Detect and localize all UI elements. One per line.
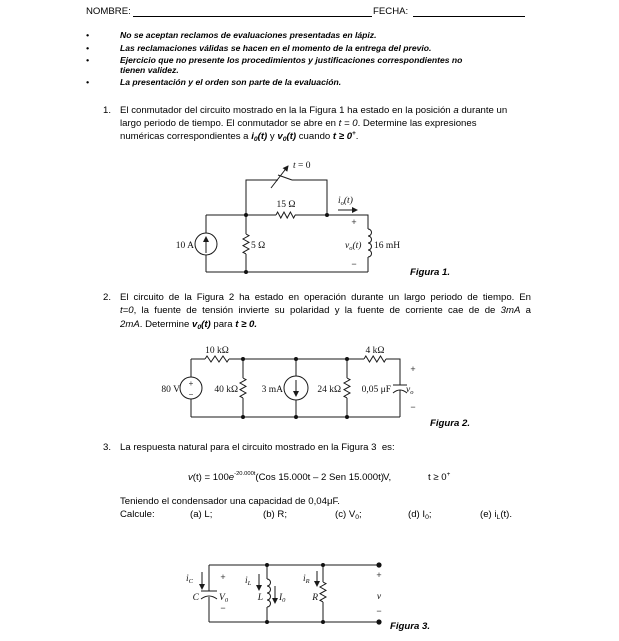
resistor-24k-label: 24 kΩ [317,385,341,395]
ask-c: (c) $V_0$; [335,509,362,521]
problem-1-line-3: numéricas correspondientes a $i_0(t)$ y $v_0(t)$ cuando t ≥ 0+. [120,130,359,143]
source-plus-sign: + [188,379,194,388]
minus-sign: − [220,603,226,613]
resistor-24k [344,378,350,398]
inductor-16mh [368,229,372,257]
name-label: NOMBRE: [86,6,131,17]
node-dot [241,415,245,419]
plus-sign: + [376,570,382,580]
natural-response-equation: $v(t) = 100e^{-20.000t}(Cos$ 15.000t – 2 Sen 15.000t) [188,471,384,483]
node-dot [244,213,248,217]
figure-2-caption: Figura 2. [430,418,470,429]
node-dot [294,357,298,361]
capacitor-label: 0,05 μF [361,385,391,395]
resistor-10k-label: 10 kΩ [205,346,229,356]
problem-number: 3. [103,442,112,453]
figure-3-caption: Figura 3. [390,621,430,632]
equation-unit: V, [383,472,392,483]
inductor-l [267,579,271,607]
current-i0-label: $I_0$ [279,593,286,604]
node-dot [244,270,248,274]
switch-arrow-icon [271,166,288,188]
resistor-4k [364,356,386,362]
bullet-icon: • [86,30,90,40]
problem-2-line-1: El circuito de la Figura 2 ha estado en operación durante un largo periodo de tiempo. En [120,292,531,303]
equation-condition: t ≥ 0+ [428,471,451,483]
problem-3-intro: La respuesta natural para el circuito mostrado en la Figura 3 es: [120,442,395,453]
node-dot [321,620,325,624]
bullet-icon: • [86,43,90,53]
resistor-15-ohm [276,212,295,218]
voltage-source-label: 80 V [161,385,180,395]
problem-1-line-2: largo periodo de tiempo. El conmutador se abre en t = 0. Determine las expresiones [120,118,477,129]
figure-3-circuit [186,562,382,624]
node-dot [241,357,245,361]
resistor-5-label: 5 Ω [251,241,266,251]
ask-b: (b) R; [263,509,287,520]
current-io-label: $i_o(t)$ [338,196,353,207]
capacitor-c-label: C [192,593,199,603]
node-dot [345,357,349,361]
current-ir-label: $i_R$ [303,574,310,585]
minus-sign: − [376,606,382,616]
voltage-v-label: v [376,592,382,602]
capacitor-given: Teniendo el condensador una capacidad de 0,04μF. [120,496,340,507]
problem-2-line-2: t=0, la fuente de tensión invierte su polaridad y la fuente de corriente cae de de 3mA a [120,305,531,316]
node-dot [265,620,269,624]
inductor-label: 16 mH [374,241,401,251]
ask-d: (d) $I_0$; [408,509,432,521]
terminal-dot [376,562,381,567]
figure-2-circuit [161,346,415,419]
bullet-icon: • [86,55,90,65]
resistor-5-ohm [243,234,249,254]
resistor-10k [205,356,229,362]
problem-1-line-1: El conmutador del circuito mostrado en la la Figura 1 ha estado en la posición a durante un [120,105,508,116]
minus-sign: − [351,259,357,269]
node-dot [345,415,349,419]
ask-a: (a) L; [190,509,213,520]
resistor-4k-label: 4 kΩ [365,346,385,356]
rule-item: Ejercicio que no presente los procedimientos y justificaciones correspondientes no [120,55,463,65]
problem-number: 1. [103,105,112,116]
resistor-15-label: 15 Ω [276,200,296,210]
rule-item: La presentación y el orden son parte de la evaluación. [120,77,342,87]
bullet-icon: • [86,77,90,87]
voltage-vo-label: $v_o(t)$ [345,241,362,252]
problem-2-line-3: 2mA. Determine $v_0(t)$ para t ≥ 0. [120,319,258,331]
resistor-40k-label: 40 kΩ [214,385,238,395]
plus-sign: + [220,572,226,582]
current-il-label: $i_L$ [245,576,252,587]
node-dot [321,563,325,567]
figure-1-circuit [176,161,400,274]
node-dot [265,563,269,567]
voltage-vo-label: $v_o$ [406,385,414,396]
date-label: FECHA: [373,6,409,17]
terminal-dot [376,619,381,624]
current-source-label: 3 mA [261,385,283,395]
minus-sign: − [410,402,416,412]
node-dot [294,415,298,419]
wire [206,180,368,272]
rule-item: Las reclamaciones válidas se hacen en el momento de la entrega del previo. [120,43,432,53]
voltage-v0-label: $V_0$ [219,593,229,604]
resistor-r [320,582,326,602]
current-ic-label: $i_C$ [186,574,193,585]
inductor-l-label: L [257,593,263,603]
rule-item-continuation: tienen validez. [120,65,179,75]
source-minus-sign: − [188,390,194,399]
plus-sign: + [351,217,357,227]
plus-sign: + [410,364,416,374]
figure-1-caption: Figura 1. [410,267,450,278]
rule-item: No se aceptan reclamos de evaluaciones presentadas en lápiz. [120,30,377,40]
source-label: 10 A [175,241,194,251]
resistor-r-label: R [312,593,318,603]
ask-e: (e) $i_L(t)$. [480,509,513,521]
node-dot [325,213,329,217]
switch-label: t = 0 [293,161,311,171]
problem-number: 2. [103,292,112,303]
resistor-40k [240,378,246,398]
wire [209,565,382,622]
calculate-label: Calcule: [120,509,155,520]
